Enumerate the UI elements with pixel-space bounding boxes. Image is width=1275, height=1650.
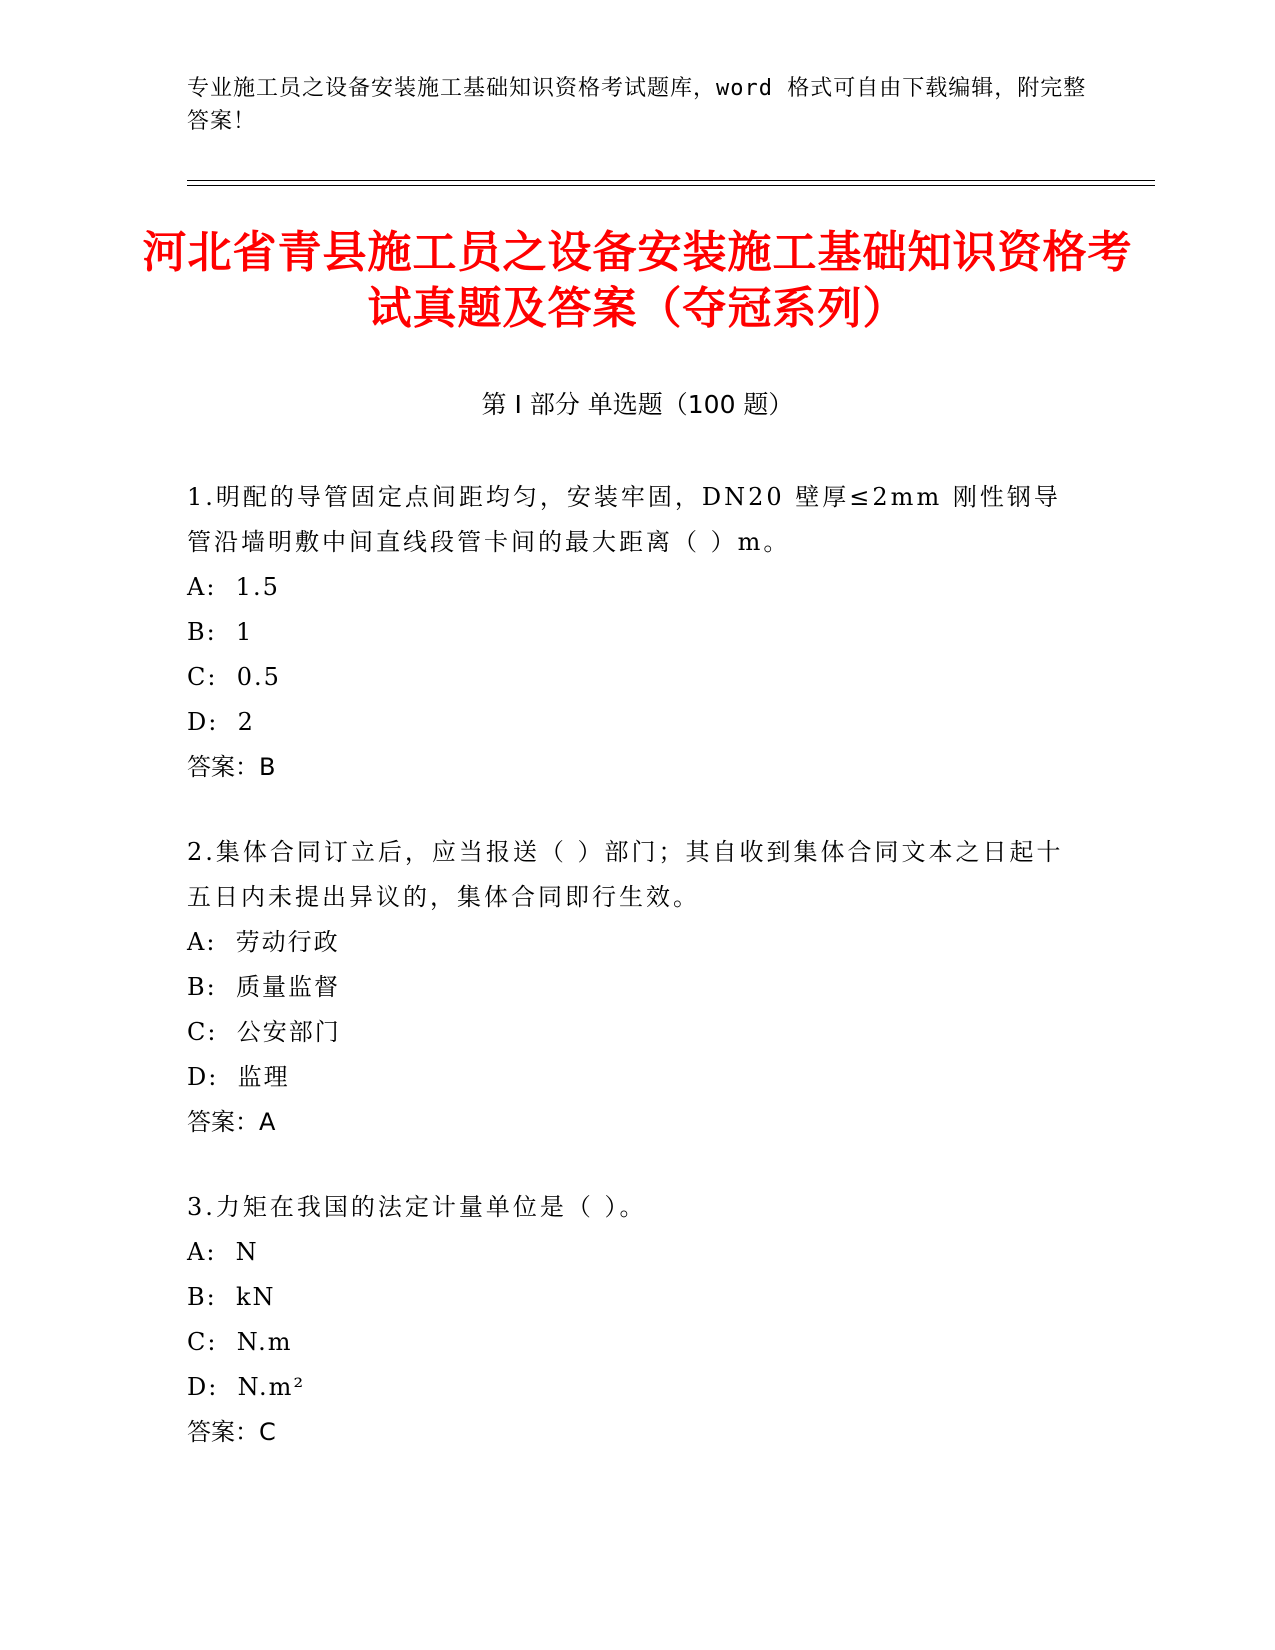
question-2: [187, 830, 1087, 1145]
option-c: C: 0.5: [187, 663, 281, 691]
header-note: 专业施工员之设备安装施工基础知识资格考试题库，word 格式可自由下载编辑，附完整答案！: [187, 76, 1087, 134]
option-d: D: N.m²: [187, 1373, 306, 1401]
option-d: D: 监理: [187, 1063, 290, 1091]
question-1: [187, 475, 1087, 790]
option-c: C: N.m: [187, 1328, 293, 1356]
option-c: C: 公安部门: [187, 1018, 341, 1046]
answer: 答案：B: [187, 753, 276, 781]
question-list: [187, 475, 1087, 1495]
header-divider-top: [187, 180, 1155, 181]
document-title: 河北省青县施工员之设备安装施工基础知识资格考试真题及答案（夺冠系列）: [142, 227, 1133, 334]
answer: 答案：A: [187, 1108, 276, 1136]
question-stem: 3.力矩在我国的法定计量单位是（ ）。: [187, 1193, 647, 1221]
option-a: A: N: [187, 1238, 259, 1266]
option-a: A: 劳动行政: [187, 928, 340, 956]
option-b: B: 质量监督: [187, 973, 340, 1001]
option-d: D: 2: [187, 708, 255, 736]
question-stem: 1.明配的导管固定点间距均匀，安装牢固，DN20 壁厚≤2mm 刚性钢导管沿墙明敷中间直线段管卡间的最大距离（ ）m。: [187, 483, 1061, 556]
question-3: [187, 1185, 1087, 1455]
section-title: 第 I 部分 单选题（100 题）: [481, 390, 794, 419]
header-divider-bottom: [187, 185, 1155, 186]
question-stem: 2.集体合同订立后，应当报送（ ）部门；其自收到集体合同文本之日起十五日内未提出异议的，集体合同即行生效。: [187, 838, 1064, 911]
option-b: B: 1: [187, 618, 254, 646]
option-b: B: kN: [187, 1283, 276, 1311]
answer: 答案：C: [187, 1418, 276, 1446]
option-a: A: 1.5: [187, 573, 280, 601]
